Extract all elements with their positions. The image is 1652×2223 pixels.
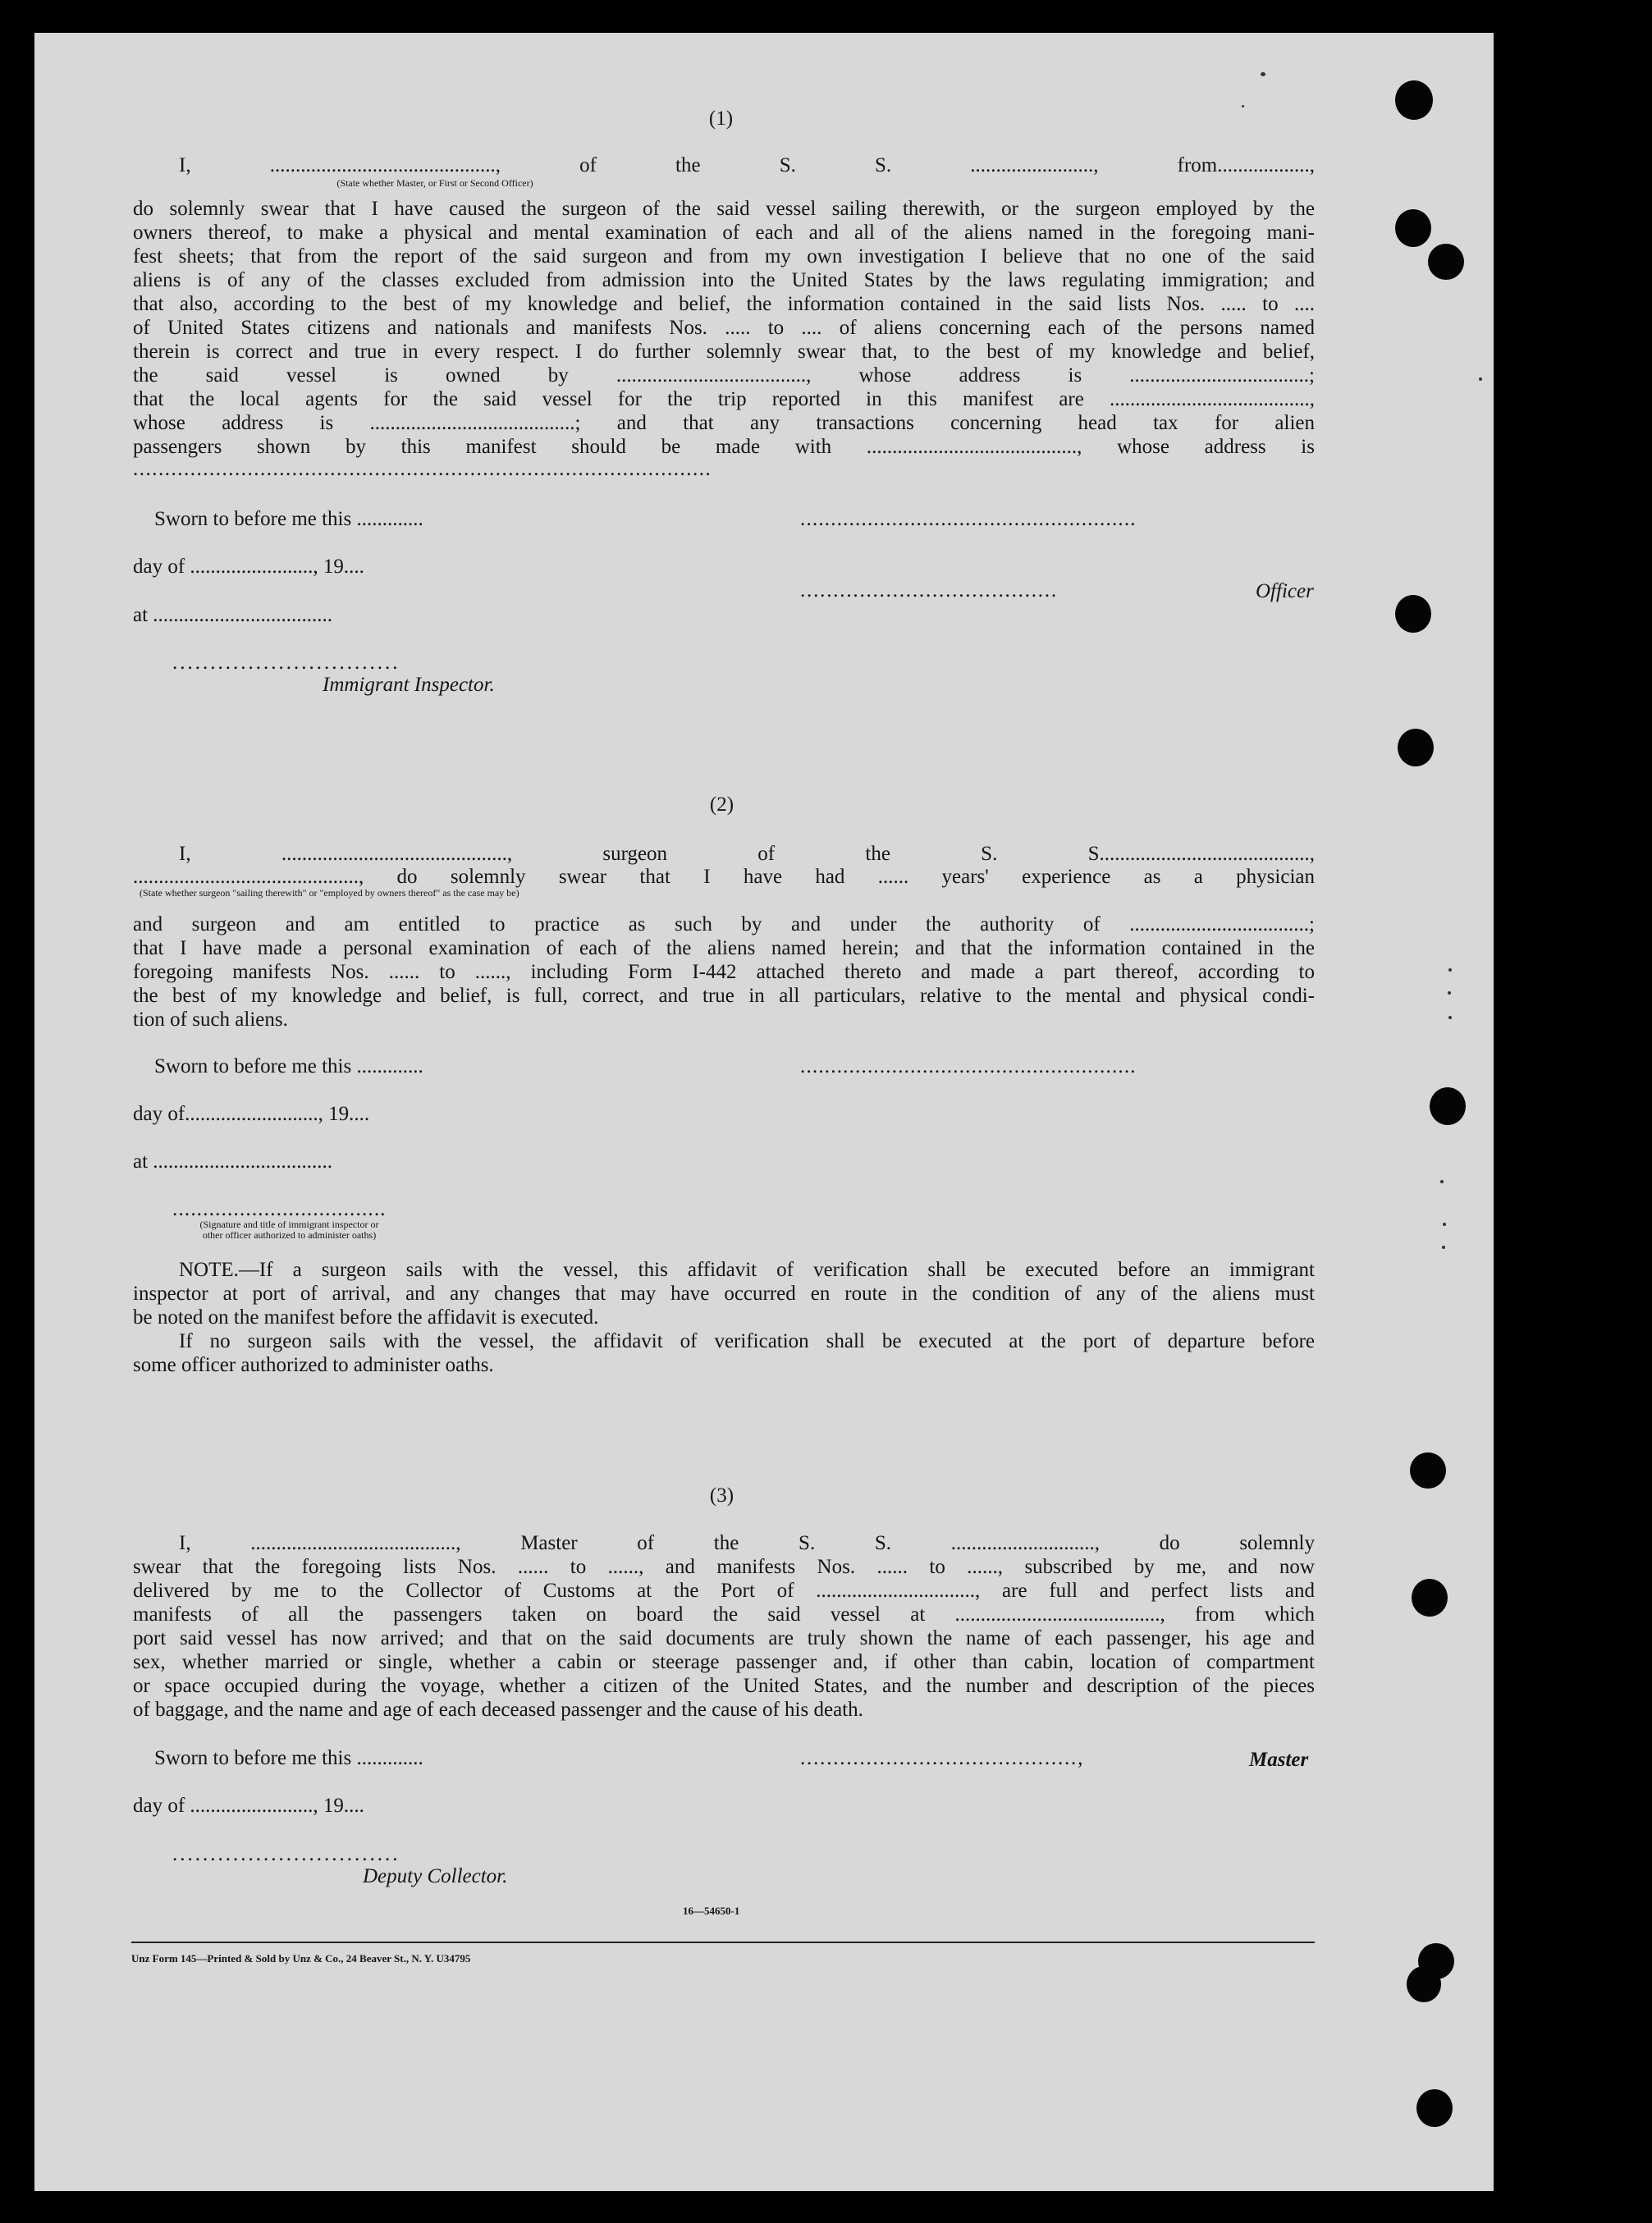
s2-note-text: —If a surgeon sails with the vessel, this affidavit of verification shall be executed before an immigrant bbox=[238, 1259, 1315, 1281]
punch-hole bbox=[1416, 2089, 1453, 2127]
s1-officer-note: (State whether Master, or First or Second Officer) bbox=[336, 177, 533, 189]
s1-at-line: at ................................... bbox=[133, 604, 333, 626]
speck bbox=[1442, 1246, 1445, 1249]
punch-hole bbox=[1430, 1087, 1466, 1125]
s2-surgeon-note: (State whether surgeon "sailing therewith" or "employed by owners thereof" as the case may be) bbox=[140, 887, 519, 899]
s2-oath-line: the best of my knowledge and belief, is full, correct, and true in all particulars, relative to the mental and physical condi- bbox=[133, 985, 1315, 1007]
punch-hole bbox=[1428, 244, 1464, 280]
s2-sworn-line: Sworn to before me this ............. bbox=[154, 1055, 423, 1077]
s1-officer-dots: ....................................... bbox=[800, 579, 1058, 601]
speck bbox=[1443, 1223, 1446, 1226]
s3-oath-line: I, ........................................, Master of the S. S. ............................, do solemnly bbox=[179, 1532, 1315, 1554]
s3-sworn-line: Sworn to before me this ............. bbox=[154, 1747, 423, 1769]
s3-day-line: day of ........................, 19.... bbox=[133, 1795, 364, 1817]
s1-oath-line: owners thereof, to make a physical and mental examination of each and all of the aliens named in the foregoing mani- bbox=[133, 222, 1315, 244]
s1-officer-signature-line: ....................................................... bbox=[800, 508, 1137, 530]
s3-oath-line: port said vessel has now arrived; and that on the said documents are truly shown the name of each passenger, his age and bbox=[133, 1627, 1315, 1649]
speck bbox=[1448, 968, 1452, 972]
section-3-number: (3) bbox=[709, 1484, 734, 1507]
punch-hole bbox=[1412, 1579, 1448, 1617]
s3-oath-line: or space occupied during the voyage, whether a citizen of the United States, and the number and description of the pieces bbox=[133, 1675, 1315, 1697]
s1-inspector-dots: .............................. bbox=[172, 652, 400, 674]
s1-officer-label: Officer bbox=[1256, 580, 1314, 602]
speck bbox=[1440, 1180, 1444, 1183]
s2-at-line: at ................................... bbox=[133, 1150, 333, 1173]
s3-oath-line: manifests of all the passengers taken on board the said vessel at ........................................, from which bbox=[133, 1603, 1315, 1626]
s3-collector-label: Deputy Collector. bbox=[363, 1865, 508, 1887]
s2-signature-dots: ................................... bbox=[172, 1198, 387, 1220]
s3-oath-line: swear that the foregoing lists Nos. ...... to ......, and manifests Nos. ...... to ......, subscribed by me, and now bbox=[133, 1556, 1315, 1578]
s1-oath-line: passengers shown by this manifest should be made with ........................................., whose address is bbox=[133, 436, 1315, 458]
s2-surgeon-signature-line: ....................................................... bbox=[800, 1055, 1137, 1077]
s2-surgeon-line: I, ............................................, surgeon of the S. S........................................., bbox=[179, 843, 1315, 865]
s2-day-line: day of.........................., 19.... bbox=[133, 1103, 370, 1125]
speck bbox=[1448, 991, 1451, 995]
s2-oath-line: foregoing manifests Nos. ...... to ......, including Form I-442 attached thereto and made a part thereof, according to bbox=[133, 961, 1315, 983]
form-number: 16—54650-1 bbox=[683, 1905, 740, 1917]
s1-oath-line: aliens is of any of the classes excluded from admission into the United States by the laws regulating immigration; and bbox=[133, 269, 1315, 291]
s1-oath-line: do solemnly swear that I have caused the surgeon of the said vessel sailing therewith, or the surgeon employed by the bbox=[133, 198, 1315, 220]
s2-note-line: inspector at port of arrival, and any changes that may have occurred en route in the condition of any of the aliens must bbox=[133, 1283, 1315, 1305]
punch-hole bbox=[1395, 209, 1431, 247]
s3-oath-line: delivered by me to the Collector of Customs at the Port of ..............................., are full and perfect lists and bbox=[133, 1580, 1315, 1602]
s1-day-line: day of ........................, 19.... bbox=[133, 556, 364, 578]
s2-experience-line: ............................................, do solemnly swear that I have had ...... years' experience as a physician bbox=[133, 866, 1315, 888]
s1-oath-line: that the local agents for the said vessel for the trip reported in this manifest are ......................................., bbox=[133, 388, 1315, 410]
speck bbox=[1479, 377, 1482, 381]
s1-oath-line: whose address is ........................................; and that any transactions concerning head tax for alien bbox=[133, 412, 1315, 434]
s3-oath-line: sex, whether married or single, whether a cabin or steerage passenger and, if other than cabin, location of compartment bbox=[133, 1651, 1315, 1673]
s1-inspector-label: Immigrant Inspector. bbox=[323, 674, 495, 696]
section-2-number: (2) bbox=[709, 794, 734, 816]
s1-oath-line: fest sheets; that from the report of the said surgeon and from my own investigation I believe that no one of the said bbox=[133, 245, 1315, 268]
s2-note2-line: If no surgeon sails with the vessel, the affidavit of verification shall be executed at the port of departure before bbox=[179, 1330, 1315, 1352]
s3-oath-line: of baggage, and the name and age of each deceased passenger and the cause of his death. bbox=[133, 1699, 863, 1721]
s2-oath-line: tion of such aliens. bbox=[133, 1009, 288, 1031]
s1-oath-line: therein is correct and true in every respect. I do further solemnly swear that, to the best of my knowledge and belief, bbox=[133, 341, 1315, 363]
section-1-number: (1) bbox=[708, 107, 734, 130]
footer-rule bbox=[131, 1942, 1315, 1943]
punch-hole bbox=[1395, 595, 1431, 633]
s2-oath-line: and surgeon and am entitled to practice as such by and under the authority of ...................................; bbox=[133, 913, 1315, 935]
s1-oath-line: the said vessel is owned by ....................................., whose address is ...................................; bbox=[133, 364, 1315, 387]
s2-note-line bbox=[179, 1258, 1315, 1282]
punch-hole bbox=[1407, 1966, 1441, 2002]
s2-oath-line: that I have made a personal examination of each of the aliens named herein; and that the information contained in the bbox=[133, 937, 1315, 959]
printer-footer: Unz Form 145—Printed & Sold by Unz & Co., 24 Beaver St., N. Y. U34795 bbox=[131, 1952, 471, 1965]
s1-sworn-line: Sworn to before me this ............. bbox=[154, 508, 423, 530]
s2-note-line: be noted on the manifest before the affidavit is executed. bbox=[133, 1306, 599, 1329]
s1-oath-line: that also, according to the best of my knowledge and belief, the information contained in the said lists Nos. ..... to .... bbox=[133, 293, 1315, 315]
s2-note-heading: NOTE. bbox=[179, 1259, 239, 1281]
s2-note2-line: some officer authorized to administer oaths. bbox=[133, 1354, 494, 1376]
s3-master-dots: .........................................., bbox=[800, 1747, 1085, 1769]
s1-declarant-line: I, ............................................, of the S. S. ........................, from.................., bbox=[179, 154, 1315, 176]
s1-address-dots: ........................................................................................... bbox=[133, 458, 712, 480]
s2-signature-note: (Signature and title of immigrant inspector or other officer authorized to administer oaths) bbox=[199, 1219, 379, 1241]
s3-collector-dots: .............................. bbox=[172, 1843, 400, 1865]
s1-oath-line: of United States citizens and nationals and manifests Nos. ..... to .... of aliens concerning each of the persons named bbox=[133, 317, 1315, 339]
s3-master-label: Master bbox=[1249, 1749, 1309, 1771]
speck bbox=[1261, 72, 1265, 76]
punch-hole bbox=[1398, 729, 1434, 766]
speck bbox=[1448, 1016, 1452, 1019]
